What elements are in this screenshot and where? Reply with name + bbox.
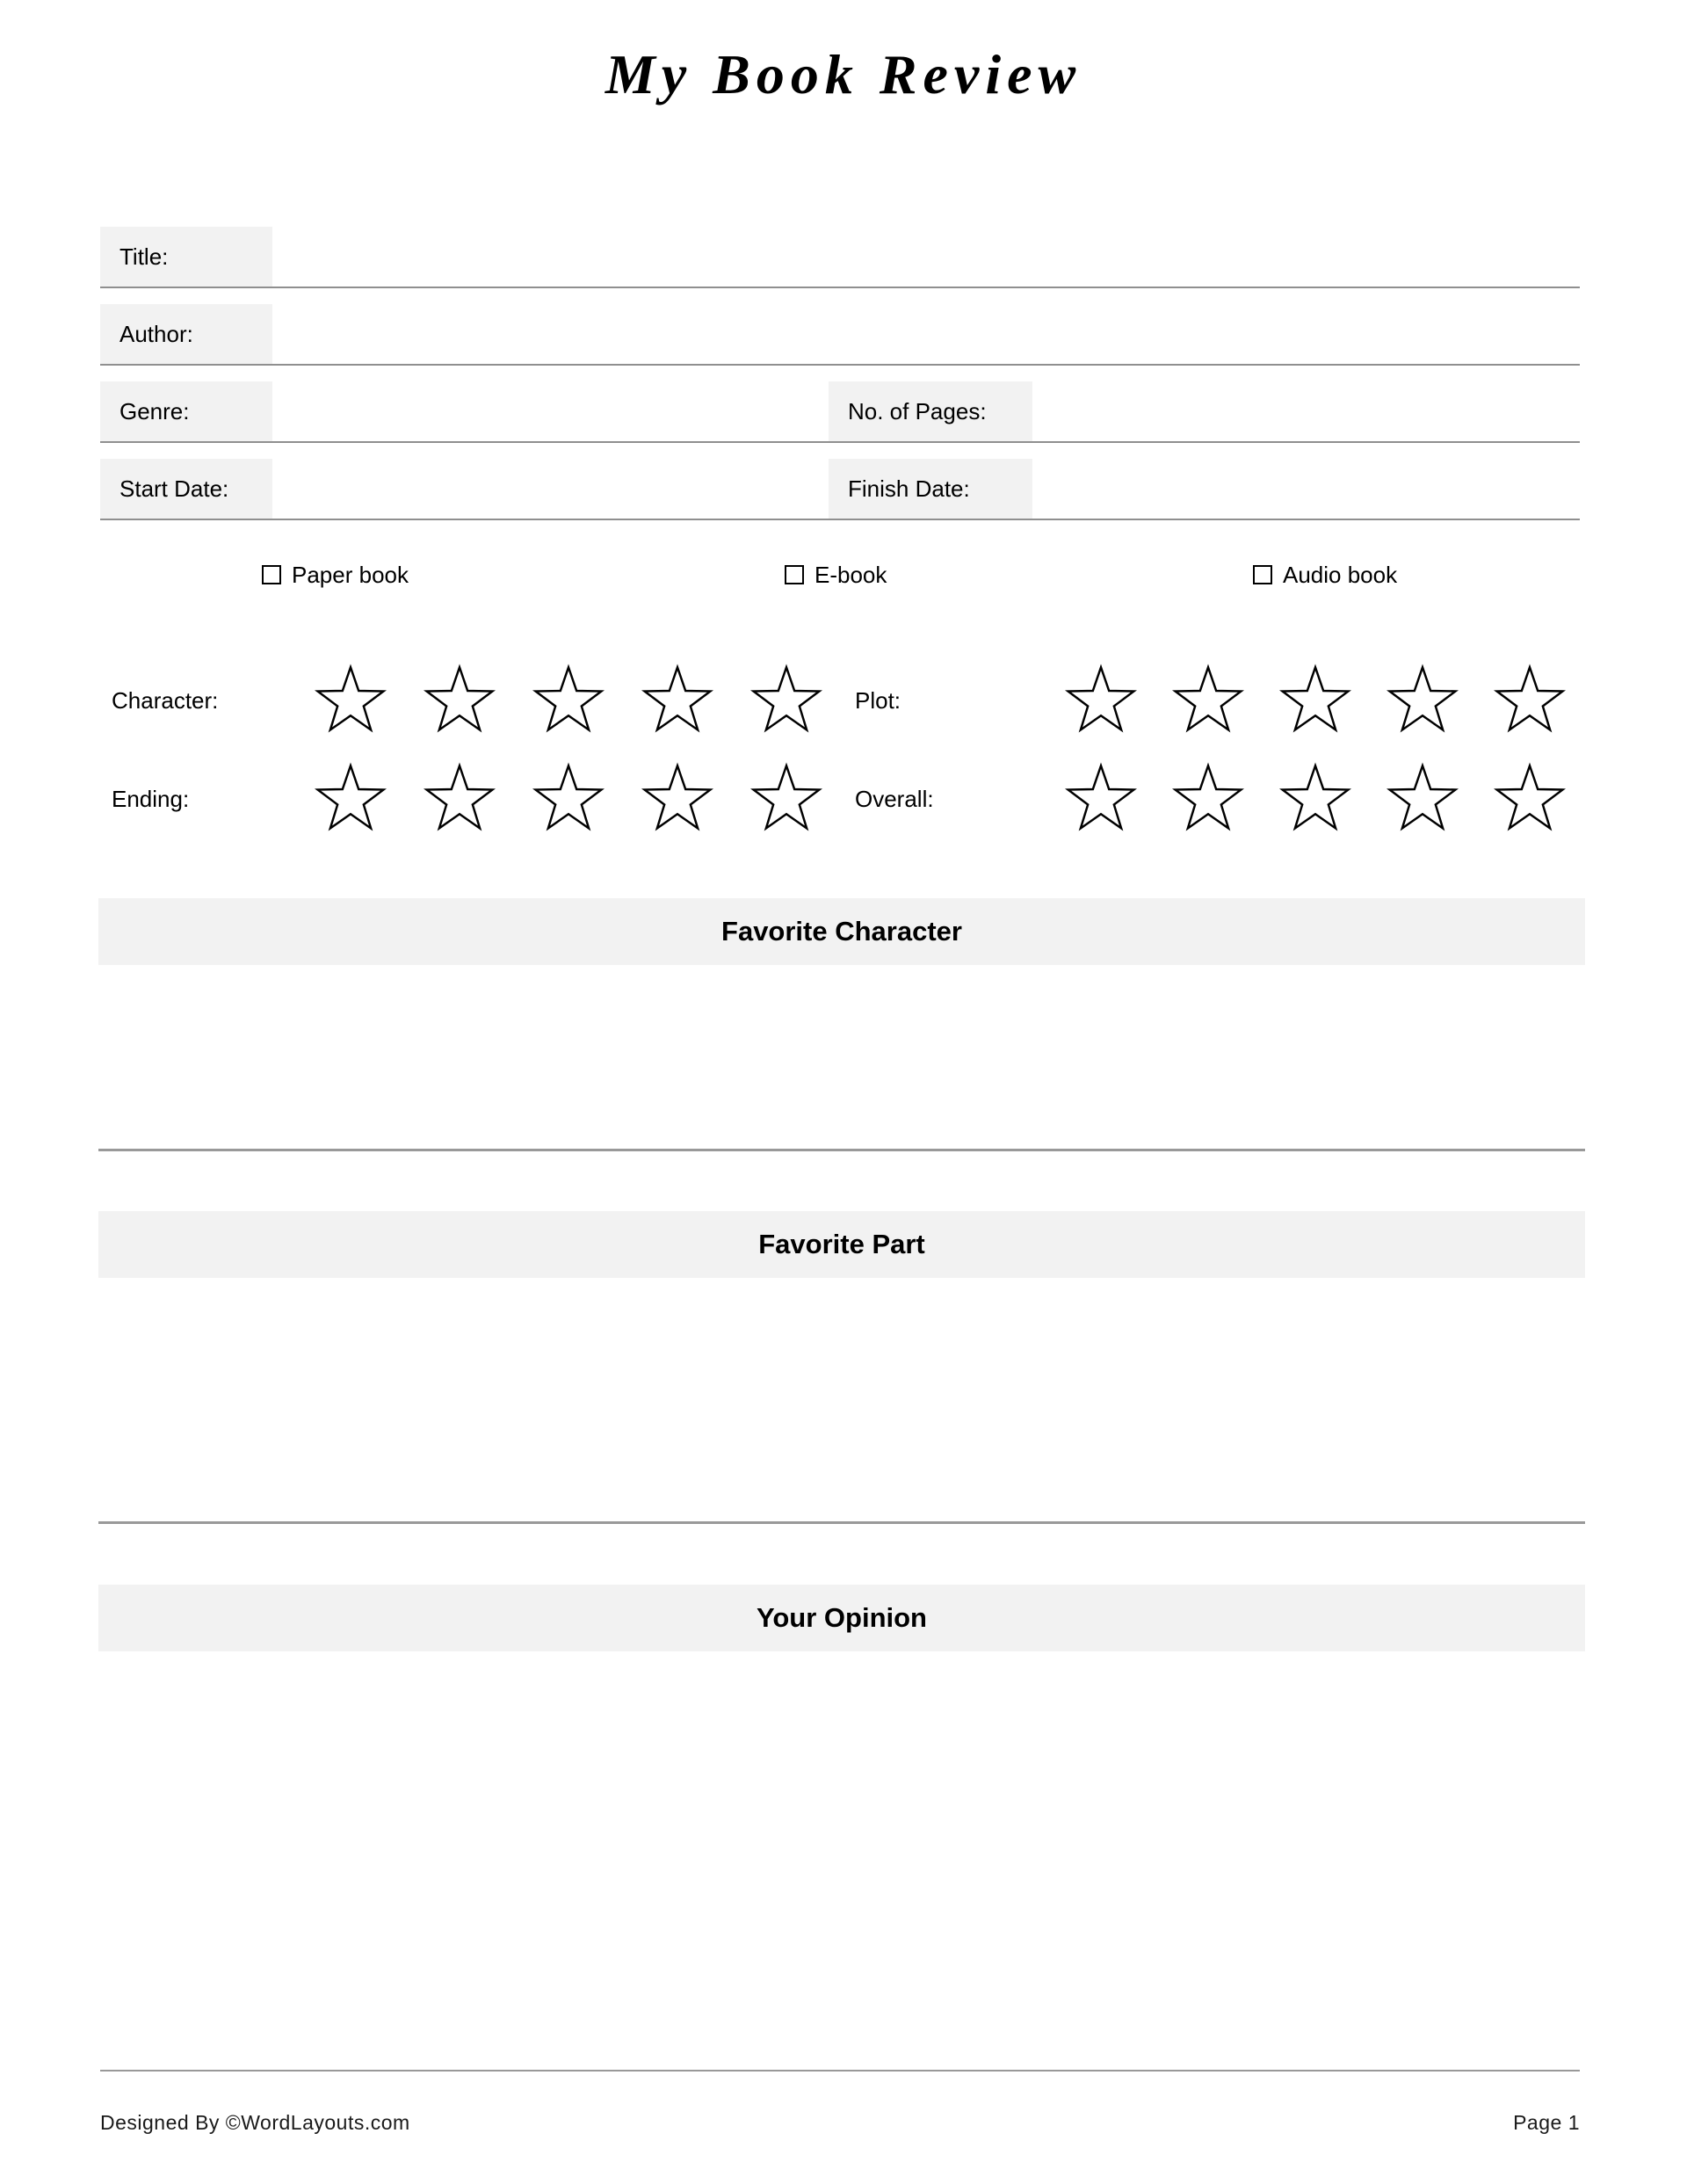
genre-label: Genre: (100, 381, 272, 441)
character-rating-stars (315, 661, 822, 740)
star-icon[interactable] (750, 760, 822, 838)
star-icon[interactable] (1279, 662, 1351, 739)
ebook-checkbox-icon[interactable] (785, 565, 804, 584)
star-icon[interactable] (1494, 662, 1566, 739)
favorite-part-text-area[interactable] (98, 1280, 1585, 1520)
rating-row-character-plot (0, 654, 1687, 747)
star-icon[interactable] (1065, 760, 1137, 838)
your-opinion-text-area[interactable] (98, 1653, 1585, 2068)
section-divider (98, 1149, 1585, 1151)
star-icon[interactable] (1387, 760, 1459, 838)
title-input-area[interactable] (272, 227, 1580, 287)
paper-book-option[interactable] (262, 555, 409, 594)
footer-credit: Designed By ©WordLayouts.com (100, 2111, 410, 2134)
section-header-your-opinion: Your Opinion (98, 1585, 1585, 1651)
star-icon[interactable] (532, 760, 605, 838)
overall-rating-stars (1065, 759, 1566, 838)
plot-rating-stars (1065, 661, 1566, 740)
ebook-option[interactable] (785, 555, 887, 594)
finish-date-label: Finish Date: (829, 459, 1032, 519)
section-header-favorite-part: Favorite Part (98, 1211, 1585, 1278)
favorite-character-text-area[interactable] (98, 967, 1585, 1147)
star-icon[interactable] (1065, 662, 1137, 739)
author-label: Author: (100, 304, 272, 364)
pages-input-area[interactable] (1032, 381, 1580, 441)
audio-book-checkbox-icon[interactable] (1253, 565, 1272, 584)
star-icon[interactable] (1279, 760, 1351, 838)
rating-row-ending-overall (0, 752, 1687, 845)
start-date-label: Start Date: (100, 459, 272, 519)
character-rating-label: Character: (112, 686, 219, 714)
star-icon[interactable] (1494, 760, 1566, 838)
overall-rating-label: Overall: (855, 785, 934, 812)
footer-divider (100, 2070, 1580, 2072)
star-icon[interactable] (750, 662, 822, 739)
section-header-favorite-character: Favorite Character (98, 898, 1585, 965)
field-row-title (100, 227, 1580, 288)
star-icon[interactable] (1172, 760, 1244, 838)
paper-book-checkbox-icon[interactable] (262, 565, 281, 584)
title-label: Title: (100, 227, 272, 287)
star-icon[interactable] (424, 662, 496, 739)
section-divider (98, 1521, 1585, 1524)
star-icon[interactable] (315, 662, 387, 739)
ending-rating-stars (315, 759, 822, 838)
star-icon[interactable] (641, 662, 713, 739)
footer-page-number: Page 1 (1513, 2111, 1580, 2134)
star-icon[interactable] (1387, 662, 1459, 739)
field-row-author (100, 304, 1580, 366)
footer (100, 2111, 1580, 2135)
star-icon[interactable] (641, 760, 713, 838)
pages-label: No. of Pages: (829, 381, 1032, 441)
start-date-input-area[interactable] (272, 459, 829, 519)
finish-date-input-area[interactable] (1032, 459, 1580, 519)
star-icon[interactable] (1172, 662, 1244, 739)
paper-book-label: Paper book (292, 561, 409, 588)
field-row-genre (100, 381, 1580, 443)
page-title: My Book Review (605, 43, 1082, 105)
star-icon[interactable] (424, 760, 496, 838)
ebook-label: E-book (815, 561, 887, 588)
plot-rating-label: Plot: (855, 686, 901, 714)
audio-book-option[interactable] (1253, 555, 1397, 594)
genre-input-area[interactable] (272, 381, 829, 441)
author-input-area[interactable] (272, 304, 1580, 364)
star-icon[interactable] (315, 760, 387, 838)
ending-rating-label: Ending: (112, 785, 190, 812)
star-icon[interactable] (532, 662, 605, 739)
audio-book-label: Audio book (1283, 561, 1398, 588)
field-row-dates (100, 459, 1580, 520)
